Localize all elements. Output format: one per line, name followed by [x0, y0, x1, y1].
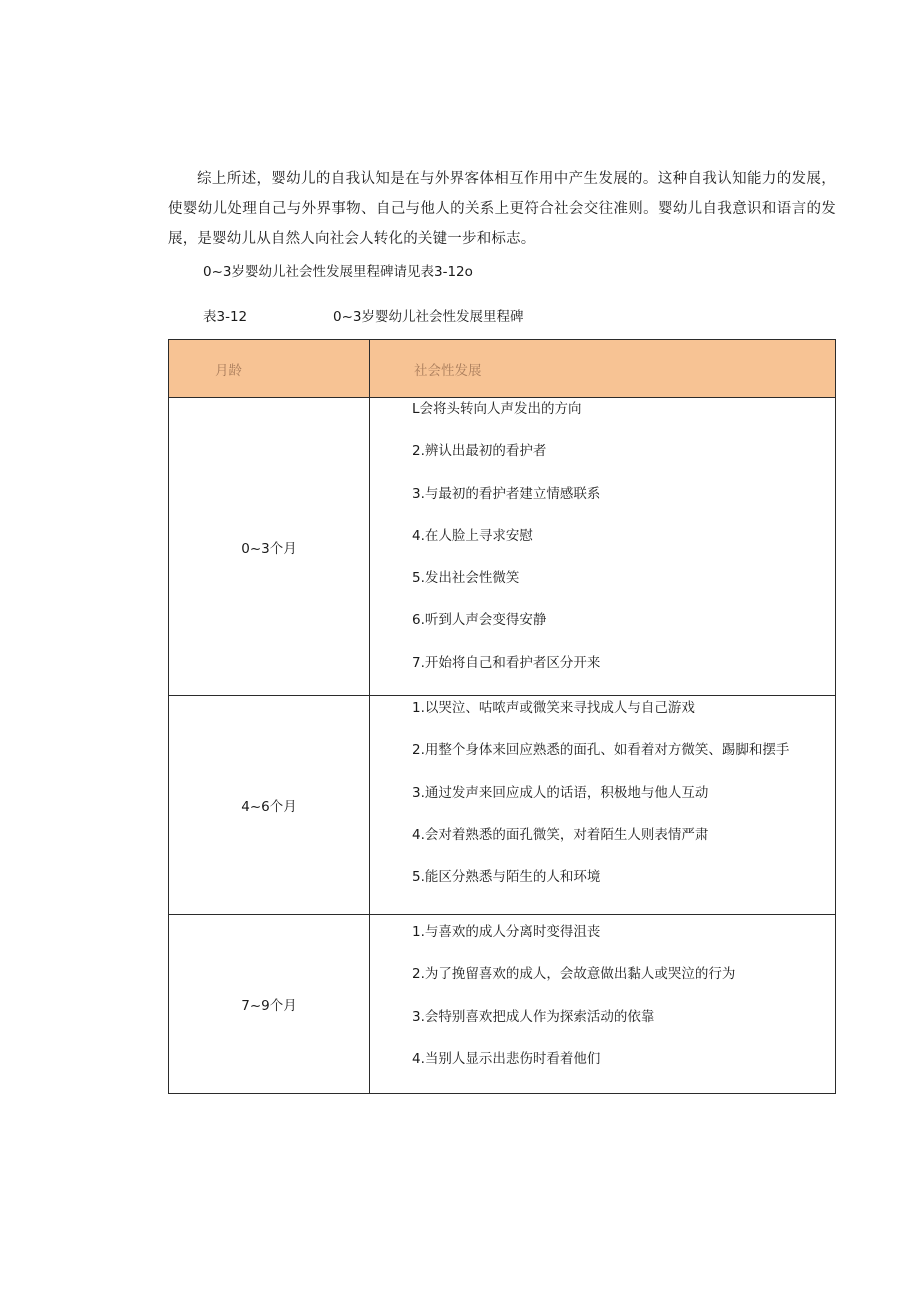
table-reference-line: 0~3岁婴幼儿社会性发展里程碑请见表3-12o: [203, 264, 473, 280]
milestone-item: 2.为了挽留喜欢的成人，会故意做出黏人或哭泣的行为: [412, 966, 736, 983]
header-development: 社会性发展: [370, 340, 836, 398]
body-paragraph: 综上所述，婴幼儿的自我认知是在与外界客体相互作用中产生发展的。这种自我认知能力的发展，使婴幼儿处理自己与外界事物、自己与他人的关系上更符合社会交往准则。婴幼儿自我意识和语言的发展，是婴幼儿从自然人向社会人转化的关键一步和标志。: [168, 171, 836, 247]
table-caption-number: 表3-12: [203, 309, 248, 325]
milestone-item: 7.开始将自己和看护者区分开来: [412, 654, 601, 671]
milestone-item: 5.能区分熟悉与陌生的人和环境: [412, 869, 601, 886]
age-cell: 0~3个月: [169, 398, 370, 696]
milestone-item: 5.发出社会性微笑: [412, 570, 520, 587]
development-cell: [370, 915, 836, 1094]
header-age: 月龄: [169, 340, 370, 398]
milestone-item: 2.辨认出最初的看护者: [412, 443, 547, 460]
milestone-item: 6.听到人声会变得安静: [412, 612, 547, 629]
milestone-item: 1.与喜欢的成人分离时变得沮丧: [412, 924, 601, 940]
milestone-item: 3.与最初的看护者建立情感联系: [412, 485, 601, 502]
table-row: [169, 398, 836, 696]
age-cell: 4~6个月: [169, 696, 370, 915]
milestone-item: L会将头转向人声发出的方向: [412, 401, 582, 417]
development-cell: [370, 696, 836, 915]
milestone-item: 2.用整个身体来回应熟悉的面孔、如看着对方微笑、踢脚和摆手: [412, 742, 790, 759]
milestone-item: 1.以哭泣、咕哝声或微笑来寻找成人与自己游戏: [412, 700, 695, 716]
milestone-item: 4.当别人显示出悲伤时看着他们: [412, 1050, 601, 1067]
age-cell: 7~9个月: [169, 915, 370, 1094]
table-row: [169, 915, 836, 1094]
milestone-item: 4.会对着熟悉的面孔微笑，对着陌生人则表情严肃: [412, 826, 709, 843]
table-header-row: [169, 340, 836, 398]
table-caption-title: 0~3岁婴幼儿社会性发展里程碑: [333, 309, 524, 325]
milestone-item: 3.会特别喜欢把成人作为探索活动的依靠: [412, 1008, 655, 1025]
milestone-item: 3.通过发声来回应成人的话语，积极地与他人互动: [412, 784, 709, 801]
milestones-table: [168, 339, 836, 1094]
milestone-item: 4.在人脸上寻求安慰: [412, 527, 533, 544]
development-cell: [370, 398, 836, 696]
table-row: [169, 696, 836, 915]
